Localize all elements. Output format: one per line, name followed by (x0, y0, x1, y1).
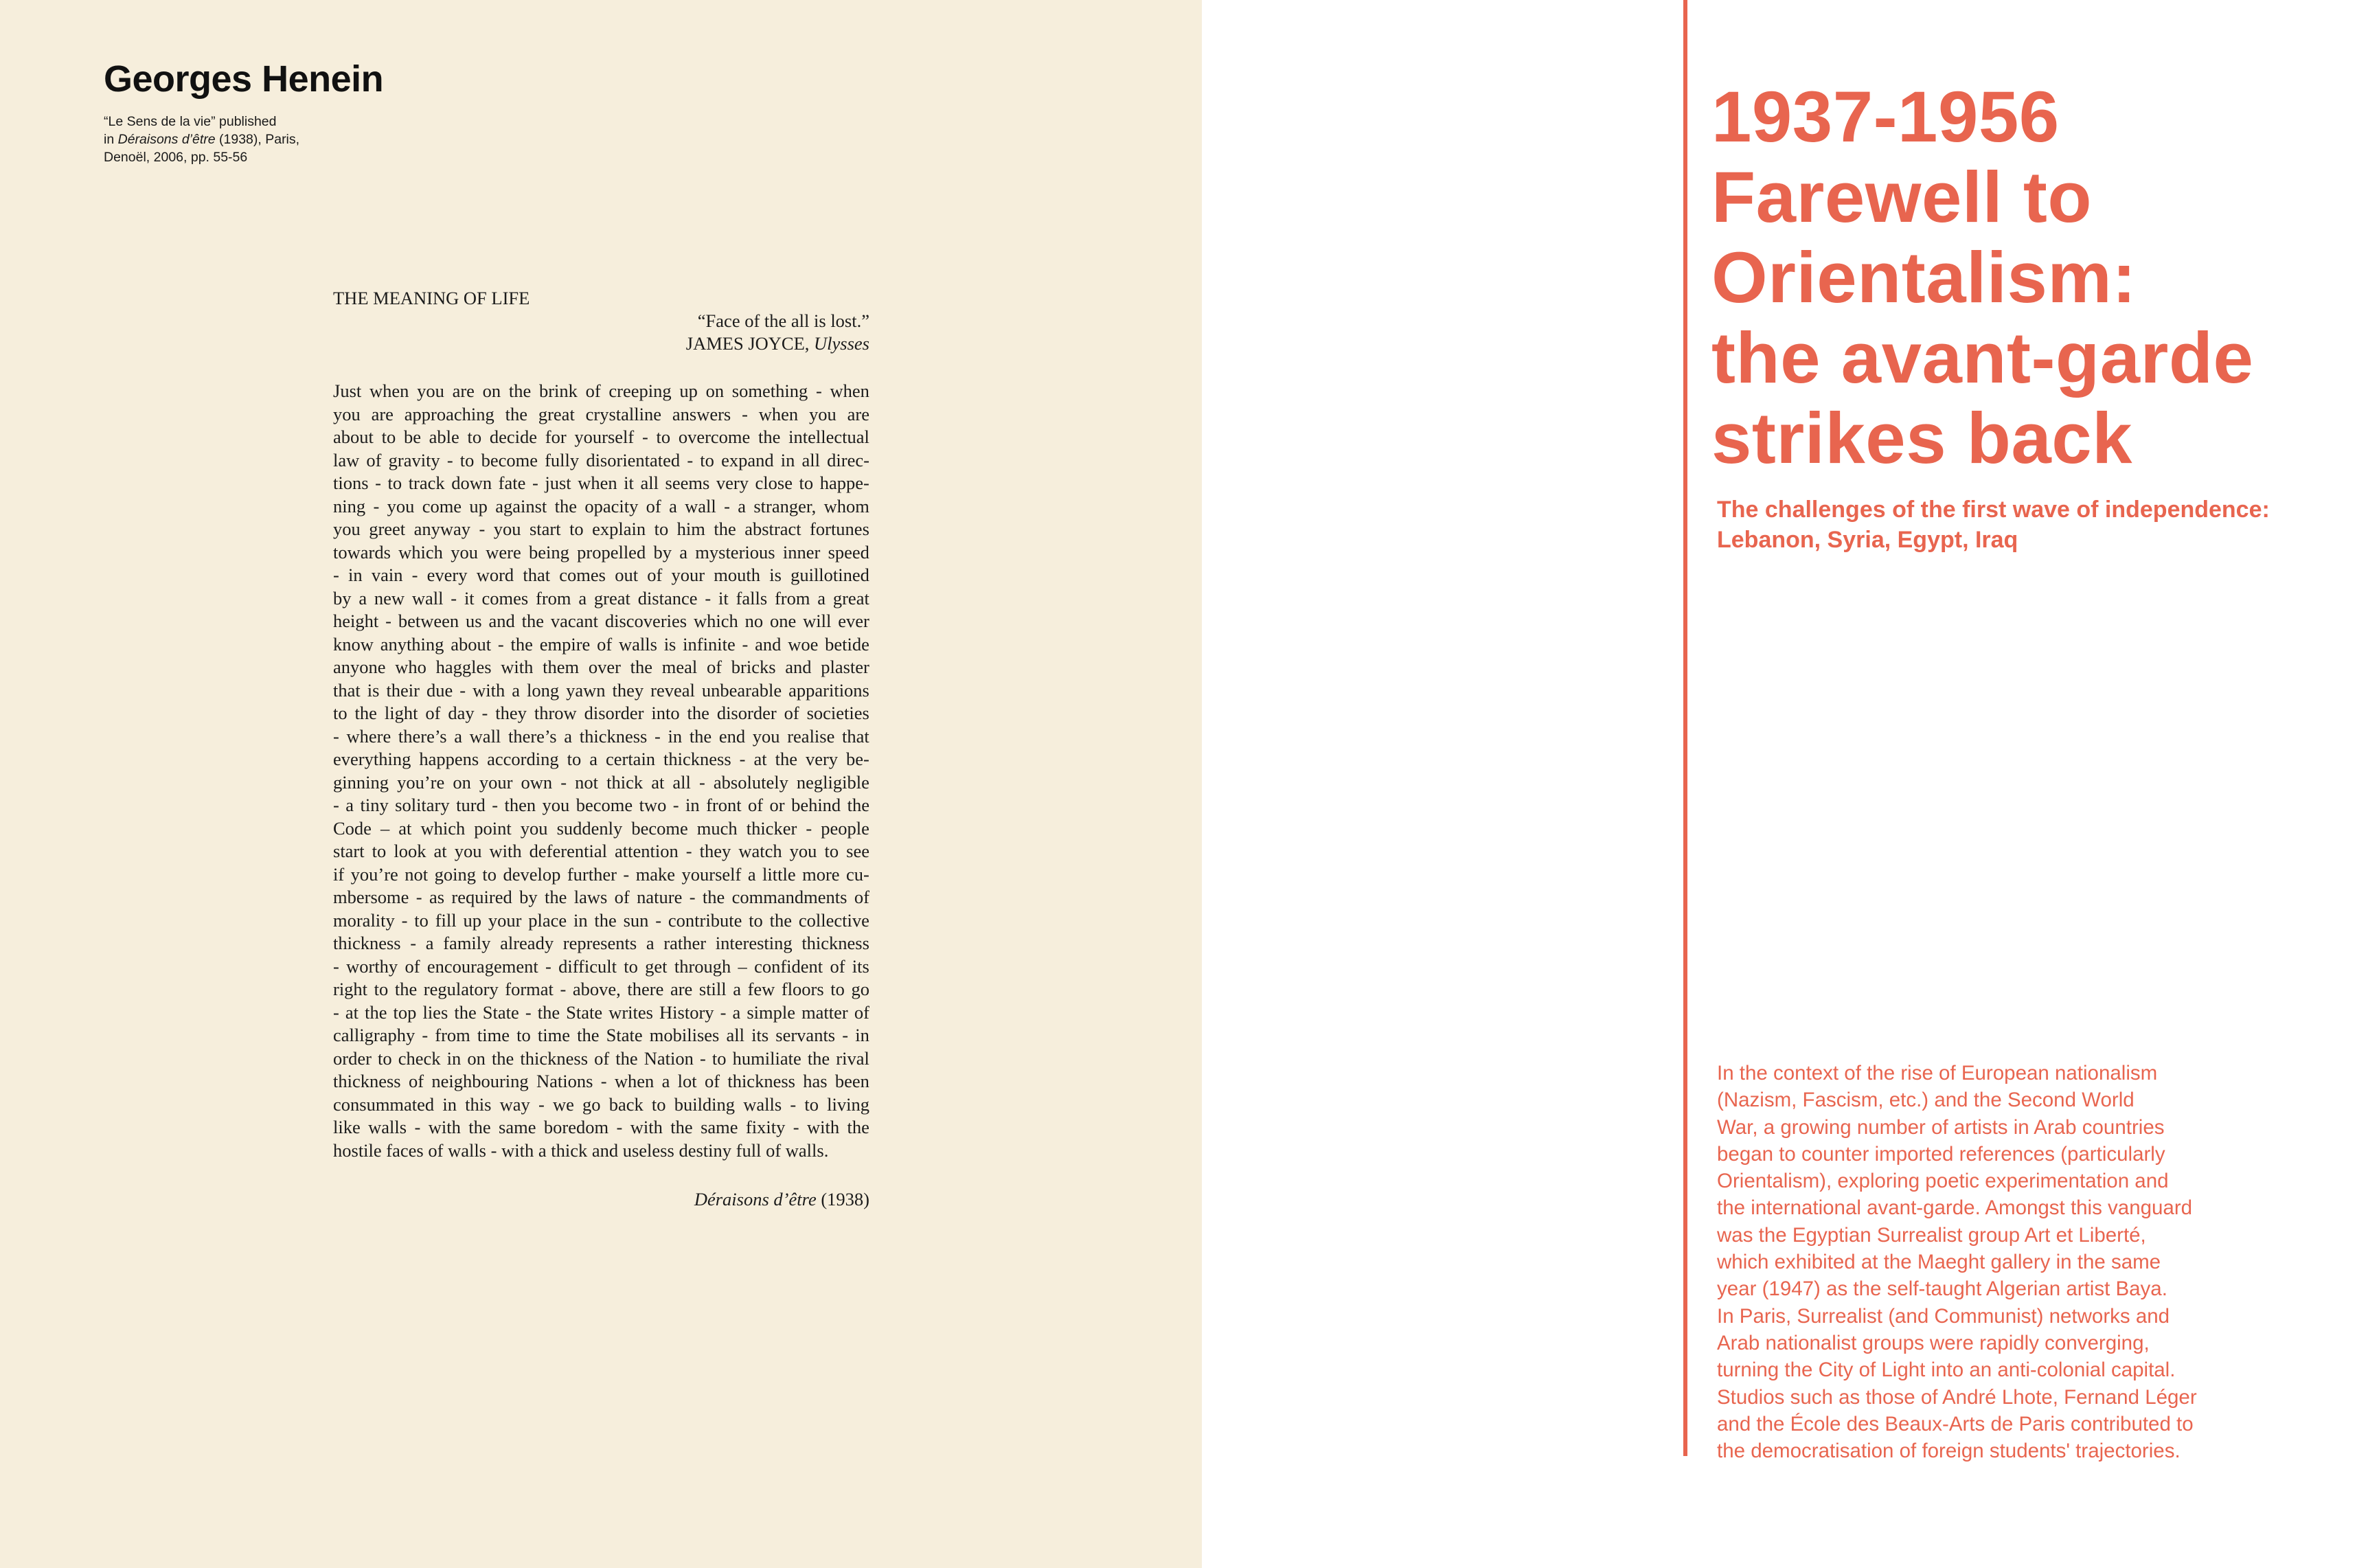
source-book-title: Déraisons d’être (117, 132, 216, 147)
intro-line: In the context of the rise of European nationalism (1717, 1062, 2158, 1084)
intro-line: In Paris, Surrealist (and Communist) networks and (1717, 1304, 2170, 1328)
poem-line: hostile faces of walls - with a thick and useless destiny full of walls. (333, 1139, 829, 1161)
subtitle-line: The challenges of the first wave of independence: (1717, 497, 2270, 523)
author-name: Georges Henein (104, 58, 384, 100)
poem-line: height - between us and the vacant discoveries which no one will ever (333, 611, 869, 631)
heading-line: strikes back (1711, 398, 2133, 479)
poem (333, 287, 869, 1211)
poem-line: about to be able to decide for yourself - to overcome the intellectual (333, 427, 869, 447)
poem-line: - where there’s a wall there’s a thickness - in the end you realise that (333, 725, 869, 747)
poem-title: THE MEANING OF LIFE (333, 288, 530, 308)
heading-line: 1937-1956 (1711, 77, 2060, 157)
poem-line: Code – at which point you suddenly become much thicker - people (333, 817, 869, 839)
poem-line: thickness - a family already represents a rather interesting thickness (333, 933, 869, 953)
poem-line: that is their due - with a long yawn they reveal unbearable apparitions (333, 679, 869, 701)
intro-line: was the Egyptian Surrealist group Art et Liberté, (1717, 1223, 2146, 1247)
epigraph-attribution: JAMES JOYCE, Ulysses (685, 333, 869, 354)
intro-line: Orientalism), exploring poetic experimentation and (1717, 1170, 2169, 1193)
poem-body (333, 380, 869, 1162)
intro-line: (Nazism, Fascism, etc.) and the Second World (1717, 1089, 2135, 1112)
poem-line: order to check in on the thickness of the Nation - to humiliate the rival (333, 1047, 869, 1069)
poem-line: start to look at you with deferential attention - they watch you to see (333, 841, 869, 861)
poem-line: towards which you were being propelled by a mysterious inner speed (333, 541, 869, 563)
intro-line: which exhibited at the Maeght gallery in the same (1717, 1251, 2161, 1274)
poem-line: anyone who haggles with them over the meal of bricks and plaster (333, 657, 869, 677)
poem-line: - at the top lies the State - the State writes History - a simple matter of (333, 1001, 869, 1023)
source-citation (104, 113, 392, 166)
poem-line: calligraphy - from time to time the State mobilises all its servants - in (333, 1025, 869, 1045)
poem-line: you greet anyway - you start to explain to him the abstract fortunes (333, 519, 869, 539)
intro-line: Arab nationalist groups were rapidly converging, (1717, 1331, 2150, 1354)
poem-line: you are approaching the great crystalline answers - when you are (333, 403, 869, 424)
chapter-subtitle (1717, 495, 2270, 555)
epigraph-quote: “Face of the all is lost.” (697, 310, 869, 331)
poem-line: thickness of neighbouring Nations - when a lot of thickness has been (333, 1071, 869, 1091)
poem-line: - a tiny solitary turd - then you become two - in front of or behind the (333, 795, 869, 815)
source-line-3: Denoël, 2006, pp. 55-56 (104, 150, 248, 165)
poem-line: consummated in this way - we go back to building walls - to living (333, 1093, 869, 1115)
source-line-2: in Déraisons d’être (1938), Paris, (104, 132, 300, 147)
intro-line: the democratisation of foreign students' trajectories. (1717, 1440, 2181, 1463)
poem-line: mbersome - as required by the laws of nature - the commandments of (333, 887, 869, 907)
intro-line: the international avant-garde. Amongst this vanguard (1717, 1196, 2193, 1220)
intro-line: Studios such as those of André Lhote, Fernand Léger (1717, 1385, 2197, 1409)
poem-line: - in vain - every word that comes out of your mouth is guillotined (333, 565, 869, 585)
poem-line: everything happens according to a certain thickness - at the very be- (333, 749, 869, 769)
poem-line: Just when you are on the brink of creeping up on something - when (333, 380, 869, 401)
poem-line: morality - to fill up your place in the sun - contribute to the collective (333, 909, 869, 931)
intro-line: year (1947) as the self-taught Algerian artist Baya. (1717, 1277, 2167, 1301)
poem-signature: Déraisons d’être (1938) (694, 1189, 869, 1209)
poem-line: if you’re not going to develop further - make yourself a little more cu- (333, 863, 869, 885)
poem-line: tions - to track down fate - just when it all seems very close to happe- (333, 473, 869, 493)
subtitle-line: Lebanon, Syria, Egypt, Iraq (1717, 527, 2018, 553)
poem-line: - worthy of encouragement - difficult to get through – confident of its (333, 955, 869, 977)
chapter-introduction (1717, 1060, 2197, 1464)
heading-line: Orientalism: (1711, 238, 2137, 318)
poem-line: like walls - with the same boredom - with the same fixity - with the (333, 1117, 869, 1137)
accent-vertical-rule (1683, 0, 1687, 1456)
intro-line: began to counter imported references (particularly (1717, 1142, 2165, 1166)
poem-line: law of gravity - to become fully disorientated - to expand in all direc- (333, 449, 869, 470)
poem-line: know anything about - the empire of walls is infinite - and woe betide (333, 633, 869, 655)
poem-line: by a new wall - it comes from a great distance - it falls from a great (333, 587, 869, 609)
epigraph (333, 310, 869, 355)
heading-line: the avant-garde (1711, 318, 2254, 398)
poem-line: ginning you’re on your own - not thick at all - absolutely negligible (333, 771, 869, 793)
intro-line: and the École des Beaux-Arts de Paris contributed to (1717, 1412, 2194, 1435)
poem-line: ning - you come up against the opacity of a wall - a stranger, whom (333, 495, 869, 516)
poem-line: to the light of day - they throw disorder into the disorder of societies (333, 703, 869, 723)
chapter-heading (1711, 77, 2253, 479)
heading-line: Farewell to (1711, 157, 2092, 238)
source-line-1: “Le Sens de la vie” published (104, 114, 277, 129)
intro-line: War, a growing number of artists in Arab countries (1717, 1115, 2165, 1139)
intro-line: turning the City of Light into an anti-colonial capital. (1717, 1359, 2176, 1382)
poem-line: right to the regulatory format - above, there are still a few floors to go (333, 979, 869, 999)
